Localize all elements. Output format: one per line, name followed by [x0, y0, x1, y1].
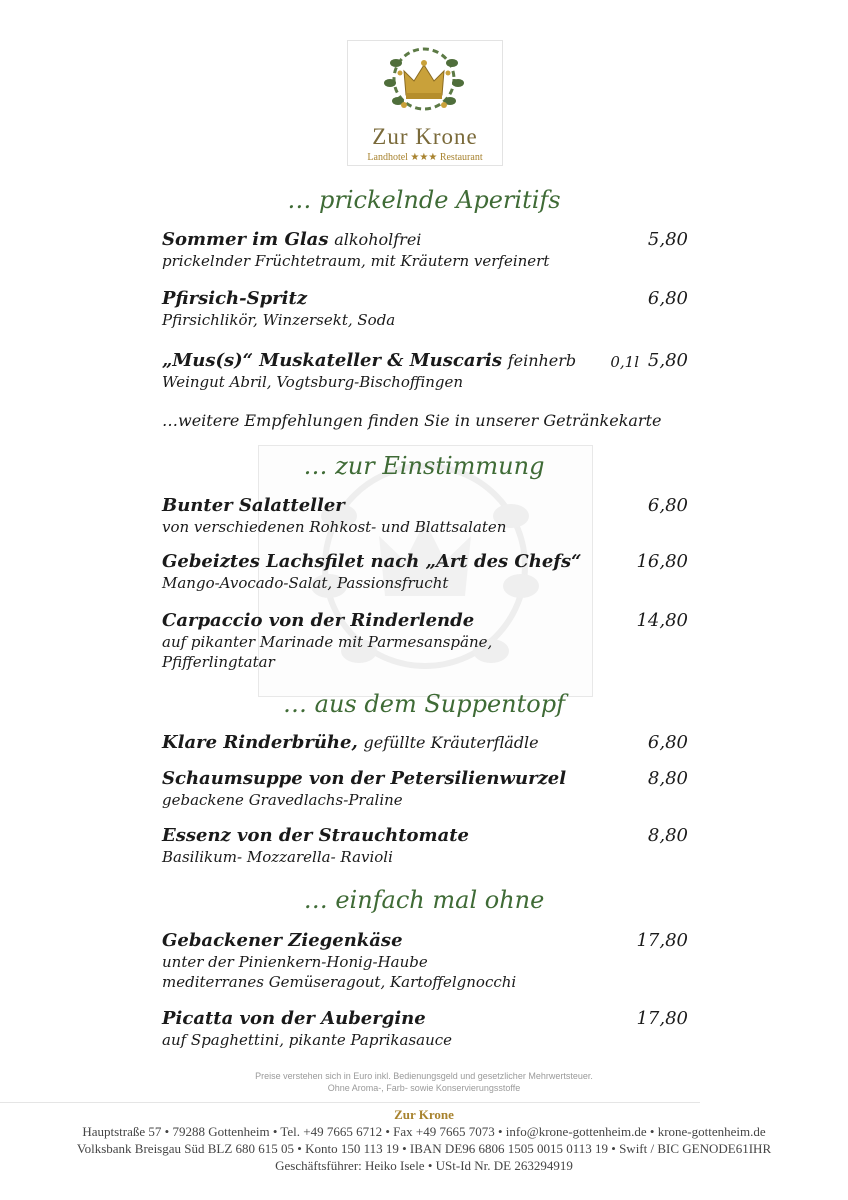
price-note — [0, 1070, 848, 1094]
price-note-line1: Preise verstehen sich in Euro inkl. Bedienungsgeld und gesetzlicher Mehrwertsteuer. — [255, 1071, 593, 1081]
drinks-note: …weitere Empfehlungen finden Sie in unserer Getränkekarte — [162, 411, 662, 430]
item-description-2: Pfifferlingtatar — [162, 653, 275, 671]
footer-manager: Geschäftsführer: Heiko Isele • USt-Id Nr. DE 263294919 — [275, 1158, 573, 1173]
section-title-einstimmung: … zur Einstimmung — [303, 452, 545, 480]
menu-item — [162, 610, 688, 672]
section-title-einfach-mal-ohne: … einfach mal ohne — [303, 886, 545, 914]
item-name: Carpaccio von der Rinderlende — [162, 610, 475, 631]
item-name: Klare Rinderbrühe, — [162, 732, 358, 753]
item-price: 6,80 — [647, 732, 688, 753]
menu-item — [162, 1008, 688, 1050]
item-description: Mango-Avocado-Salat, Passionsfrucht — [162, 574, 449, 592]
section-title-suppentopf: … aus dem Suppentopf — [283, 690, 565, 718]
price-note-line2: Ohne Aroma-, Farb- sowie Konservierungsstoffe — [327, 1083, 521, 1093]
logo-brand: Zur Krone — [372, 124, 478, 149]
item-price: 14,80 — [636, 610, 688, 631]
section-title-aperitifs: … prickelnde Aperitifs — [287, 186, 561, 214]
menu-item — [162, 350, 688, 392]
footer-name: Zur Krone — [394, 1107, 454, 1122]
item-extra: gefüllte Kräuterflädle — [363, 733, 539, 752]
menu-item — [162, 732, 688, 754]
item-price: 6,80 — [647, 288, 688, 309]
item-price: 5,80 — [647, 229, 688, 250]
item-name: Pfirsich-Spritz — [162, 288, 308, 309]
item-name: Picatta von der Aubergine — [162, 1008, 426, 1029]
item-description: gebackene Gravedlachs-Praline — [162, 791, 403, 809]
item-description: unter der Pinienkern-Honig-Haube — [162, 953, 428, 971]
footer-bank: Volksbank Breisgau Süd BLZ 680 615 05 • Konto 150 113 19 • IBAN DE96 6806 1505 0015 0113 19 • Swift / BIC GENODE61IHR — [76, 1141, 772, 1156]
menu-item — [162, 768, 688, 810]
item-extra: alkoholfrei — [334, 230, 422, 249]
item-extra: feinherb — [507, 351, 577, 370]
logo-subtitle: Landhotel ★★★ Restaurant — [367, 152, 483, 163]
footer-address: Hauptstraße 57 • 79288 Gottenheim • Tel. +49 7665 6712 • Fax +49 7665 7073 • info@krone-gottenheim.de • krone-gottenheim.de — [82, 1124, 766, 1139]
crown-wreath-icon — [374, 45, 474, 125]
item-quantity: 0,1l — [610, 353, 639, 371]
item-name: Sommer im Glas — [162, 229, 329, 250]
menu-item — [162, 229, 688, 271]
item-price: 8,80 — [647, 768, 688, 789]
item-name: Gebackener Ziegenkäse — [162, 930, 403, 951]
menu-item — [162, 495, 688, 537]
menu-item — [162, 825, 688, 867]
logo — [347, 40, 503, 166]
item-price: 17,80 — [636, 930, 688, 951]
item-description: Weingut Abril, Vogtsburg-Bischoffingen — [162, 373, 464, 391]
item-price: 17,80 — [636, 1008, 688, 1029]
item-description: auf Spaghettini, pikante Paprikasauce — [162, 1031, 453, 1049]
footer-divider — [0, 1102, 700, 1103]
item-description: Pfirsichlikör, Winzersekt, Soda — [162, 311, 396, 329]
item-price: 16,80 — [636, 551, 688, 572]
item-price: 6,80 — [647, 495, 688, 516]
item-description: von verschiedenen Rohkost- und Blattsalaten — [162, 518, 507, 536]
item-name: Essenz von der Strauchtomate — [162, 825, 470, 846]
item-name: Bunter Salatteller — [162, 495, 345, 516]
footer — [0, 1106, 848, 1174]
menu-item — [162, 551, 688, 593]
item-price: 5,80 — [647, 350, 688, 371]
item-description: Basilikum- Mozzarella- Ravioli — [162, 848, 393, 866]
item-description: prickelnder Früchtetraum, mit Kräutern verfeinert — [162, 252, 550, 270]
item-name: „Mus(s)“ Muskateller & Muscaris — [162, 350, 502, 371]
item-price: 8,80 — [647, 825, 688, 846]
item-description: auf pikanter Marinade mit Parmesanspäne, — [162, 633, 493, 651]
menu-item — [162, 930, 688, 992]
menu-item — [162, 288, 688, 330]
item-name: Schaumsuppe von der Petersilienwurzel — [162, 768, 567, 789]
item-name: Gebeiztes Lachsfilet nach „Art des Chefs“ — [162, 551, 582, 572]
item-description-2: mediterranes Gemüseragout, Kartoffelgnocchi — [162, 973, 517, 991]
